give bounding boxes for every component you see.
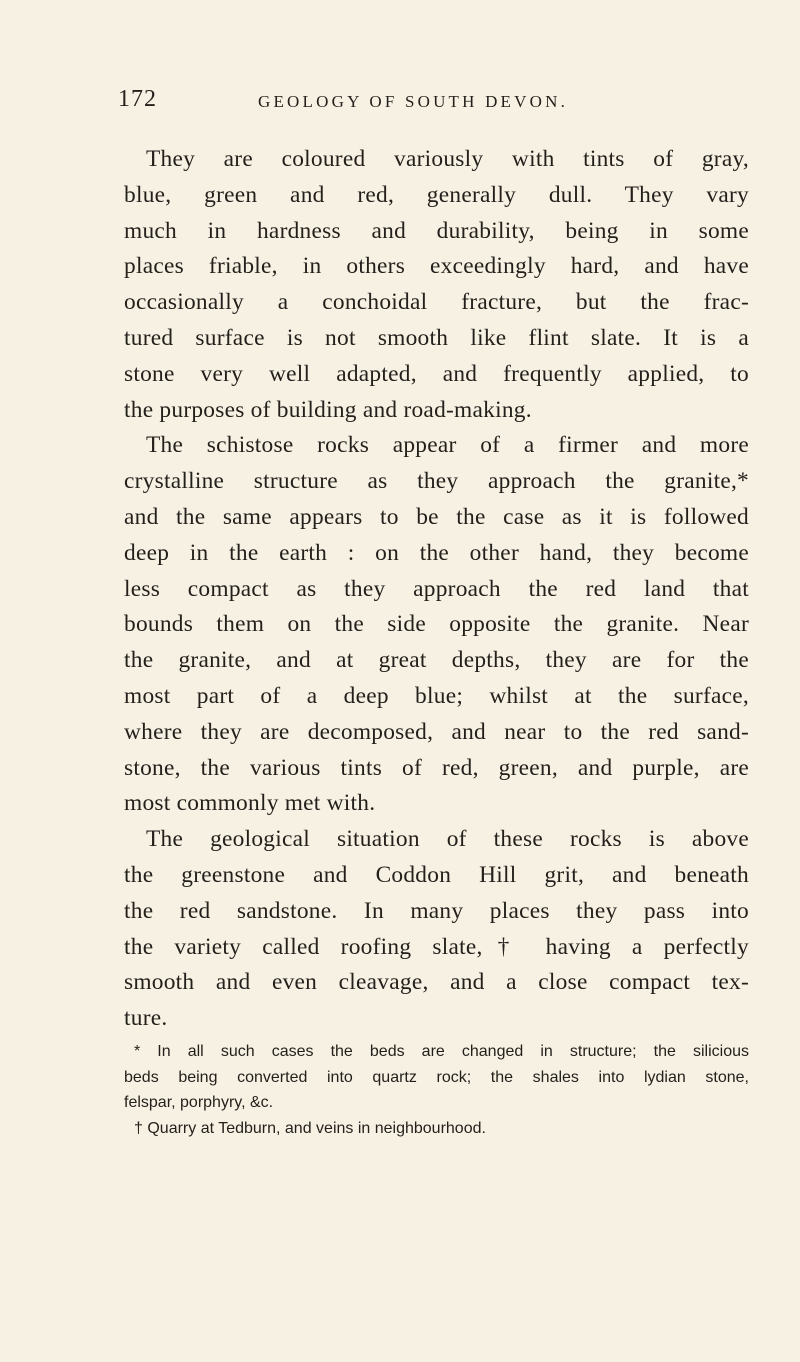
running-title: GEOLOGY OF SOUTH DEVON. bbox=[258, 92, 569, 111]
text-line: ture. bbox=[124, 1005, 168, 1032]
text-line: the greenstone and Coddon Hill grit, and beneath bbox=[124, 861, 749, 888]
footnote-line: felspar, porphyry, &c. bbox=[124, 1094, 274, 1112]
text-line: and the same appears to be the case as it is followed bbox=[124, 503, 749, 530]
text-line: The geological situation of these rocks is above bbox=[146, 826, 749, 853]
text-line: occasionally a conchoidal fracture, but the frac- bbox=[124, 289, 749, 316]
text-line: less compact as they approach the red land that bbox=[124, 575, 749, 602]
text-line: where they are decomposed, and near to the red sand- bbox=[124, 718, 749, 745]
footnotes bbox=[124, 1039, 749, 1141]
text-line: most part of a deep blue; whilst at the surface, bbox=[124, 682, 749, 709]
text-line: crystalline structure as they approach the granite,* bbox=[124, 468, 749, 495]
page-header bbox=[112, 86, 732, 120]
text-line: the variety called roofing slate,† having a perfectly bbox=[124, 933, 749, 960]
text-line: the granite, and at great depths, they are for the bbox=[124, 647, 749, 674]
text-line: bounds them on the side opposite the granite. Near bbox=[124, 611, 749, 638]
text-line: stone, the various tints of red, green, and purple, are bbox=[124, 754, 749, 781]
text-line: They are coloured variously with tints of gray, bbox=[146, 146, 749, 172]
text-line: The schistose rocks appear of a firmer and more bbox=[146, 432, 749, 459]
footnote-line: * In all such cases the beds are changed in structure; the silicious bbox=[134, 1043, 749, 1060]
text-line: tured surface is not smooth like flint slate. It is a bbox=[124, 324, 749, 351]
text-line: the purposes of building and road-making. bbox=[124, 396, 532, 423]
text-line: the red sandstone. In many places they pass into bbox=[124, 897, 749, 924]
text-line: stone very well adapted, and frequently applied, to bbox=[124, 360, 749, 387]
footnote-line: beds being converted into quartz rock; the shales into lydian stone, bbox=[124, 1068, 749, 1086]
page-number: 172 bbox=[118, 86, 157, 112]
text-line: smooth and even cleavage, and a close compact tex- bbox=[124, 969, 749, 996]
text-line: deep in the earth : on the other hand, they become bbox=[124, 539, 749, 566]
text-line: places friable, in others exceedingly hard, and have bbox=[124, 253, 749, 280]
footnote-line: † Quarry at Tedburn, and veins in neighbourhood. bbox=[134, 1119, 486, 1137]
text-line: blue, green and red, generally dull. They vary bbox=[124, 181, 749, 208]
text-line: most commonly met with. bbox=[124, 790, 376, 817]
text-line: much in hardness and durability, being in some bbox=[124, 217, 749, 244]
body-text bbox=[124, 142, 749, 1037]
